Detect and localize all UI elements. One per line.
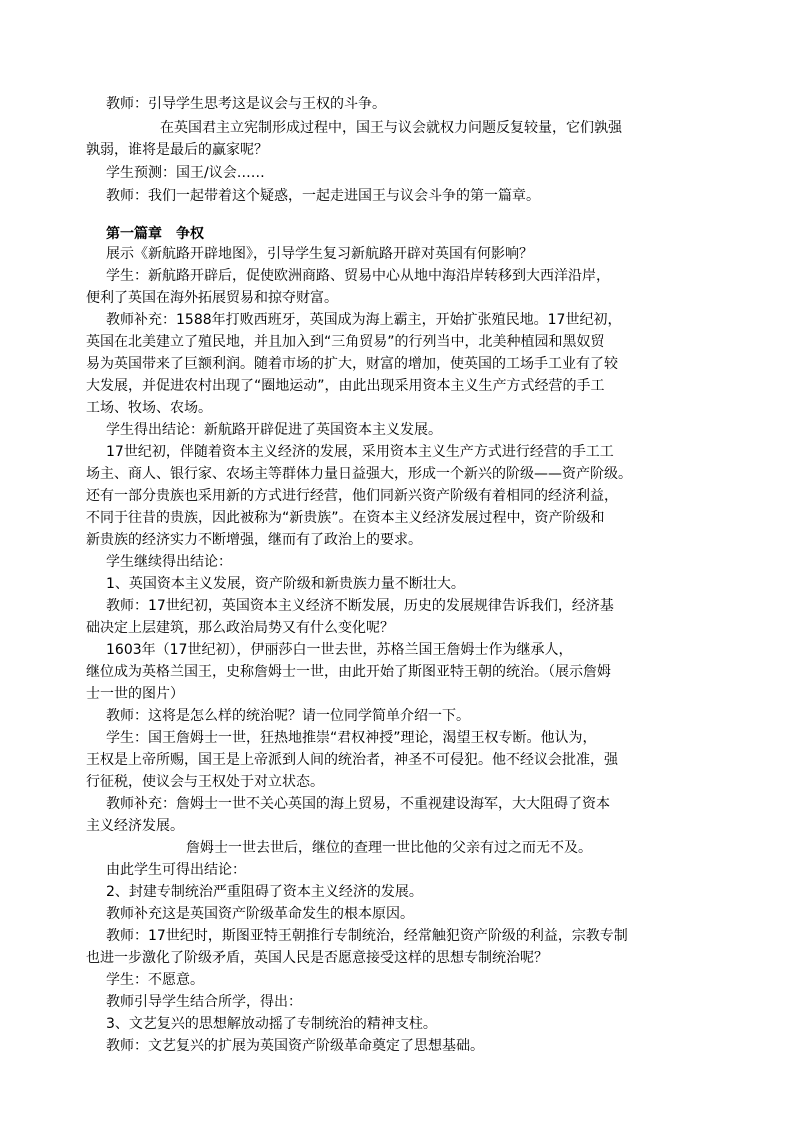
text-line: 教师：文艺复兴的扩展为英国资产阶级革命奠定了思想基础。 [106,1038,484,1054]
text-line: 学生继续得出结论： [106,554,232,570]
text-line: 便利了英国在海外拓展贸易和掠夺财富。 [86,290,338,306]
text-line: 学生得出结论：新航路开辟促进了英国资本主义发展。 [106,422,442,438]
text-line: 新贵族的经济实力不断增强，继而有了政治上的要求。 [86,532,422,548]
text-line: 英国在北美建立了殖民地，并且加入到“三角贸易”的行列当中，北美种植园和黑奴贸 [86,334,605,350]
text-line: 1、英国资本主义发展，资产阶级和新贵族力量不断壮大。 [106,576,465,592]
text-line: 2、封建专制统治严重阻碍了资本主义经济的发展。 [106,884,423,900]
text-line: 不同于往昔的贵族，因此被称为“新贵族”。在资本主义经济发展过程中，资产阶级和 [86,510,605,526]
text-line: 由此学生可得出结论： [106,862,246,878]
text-line: 士一世的图片） [86,686,184,702]
text-line: 工场、牧场、农场。 [86,400,212,416]
text-line: 教师：这将是怎么样的统治呢？请一位同学简单介绍一下。 [106,708,470,724]
text-line: 展示《新航路开辟地图》，引导学生复习新航路开辟对英国有何影响？ [106,246,533,262]
text-line: 詹姆士一世去世后，继位的查理一世比他的父亲有过之而无不及。 [186,840,592,856]
text-line: 础决定上层建筑，那么政治局势又有什么变化呢？ [86,620,394,636]
text-line: 17世纪初，伴随着资本主义经济的发展，采用资本主义生产方式进行经营的手工工 [106,444,614,460]
text-line: 行征税，使议会与王权处于对立状态。 [86,774,324,790]
text-line: 3、文艺复兴的思想解放动摇了专制统治的精神支柱。 [106,1016,437,1032]
text-line: 学生：国王詹姆士一世，狂热地推崇“君权神授”理论，渴望王权专断。他认为， [106,730,597,746]
text-line: 大发展，并促进农村出现了“圈地运动”，由此出现采用资本主义生产方式经营的手工 [86,378,605,394]
text-line: 学生：新航路开辟后，促使欧洲商路、贸易中心从地中海沿岸转移到大西洋沿岸， [106,268,610,284]
section-heading: 第一篇章 争权 [106,226,204,242]
text-line: 教师：17世纪初，英国资本主义经济不断发展，历史的发展规律告诉我们，经济基 [106,598,614,614]
text-line: 教师引导学生结合所学，得出： [106,994,302,1010]
text-line: 易为英国带来了巨额利润。随着市场的扩大，财富的增加，使英国的工场手工业有了较 [86,356,618,372]
text-line: 场主、商人、银行家、农场主等群体力量日益强大，形成一个新兴的阶级——资产阶级。 [86,466,632,482]
text-line: 教师补充这是英国资产阶级革命发生的根本原因。 [106,906,414,922]
text-line: 王权是上帝所赐，国王是上帝派到人间的统治者，神圣不可侵犯。他不经议会批准，强 [86,752,618,768]
text-line: 教师补充：詹姆士一世不关心英国的海上贸易，不重视建设海军，大大阻碍了资本 [106,796,610,812]
text-line: 学生：不愿意。 [106,972,204,988]
text-line: 教师补充：1588年打败西班牙，英国成为海上霸主，开始扩张殖民地。17世纪初， [106,312,622,328]
text-line: 在英国君主立宪制形成过程中，国王与议会就权力问题反复较量，它们孰强 [160,120,622,136]
text-line: 也进一步激化了阶级矛盾，英国人民是否愿意接受这样的思想专制统治呢？ [86,950,548,966]
text-line: 教师：17世纪时，斯图亚特王朝推行专制统治，经常触犯资产阶级的利益，宗教专制 [106,928,628,944]
text-line: 1603年（17世纪初），伊丽莎白一世去世，苏格兰国王詹姆士作为继承人， [106,642,573,658]
text-line: 主义经济发展。 [86,818,184,834]
text-line: 孰弱，谁将是最后的赢家呢？ [86,142,268,158]
text-line: 教师：引导学生思考这是议会与王权的斗争。 [106,96,386,112]
text-line: 学生预测：国王/议会…… [106,165,265,181]
text-line: 还有一部分贵族也采用新的方式进行经营，他们同新兴资产阶级有着相同的经济利益， [86,488,618,504]
text-line: 继位成为英格兰国王，史称詹姆士一世，由此开始了斯图亚特王朝的统治。（展示詹姆 [86,664,611,680]
text-line: 教师：我们一起带着这个疑惑，一起走进国王与议会斗争的第一篇章。 [106,188,540,204]
